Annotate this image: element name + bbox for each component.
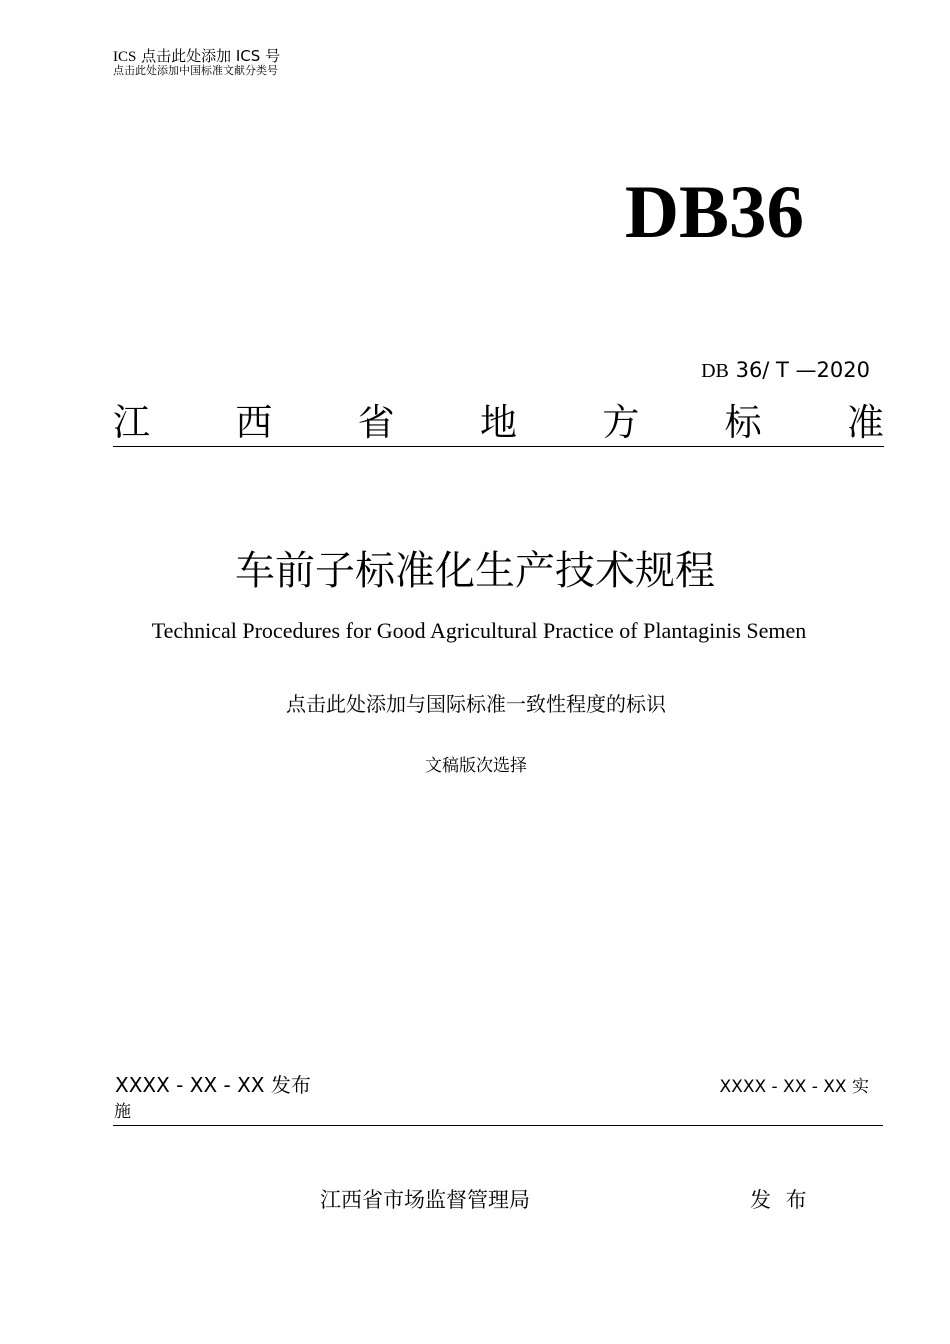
standard-number-prefix: DB bbox=[701, 360, 729, 382]
implementation-date[interactable]: XXXX - XX - XX 实 bbox=[719, 1077, 869, 1097]
implementation-date-wrap: 施 bbox=[114, 1102, 131, 1122]
standard-number[interactable] bbox=[560, 357, 870, 384]
standard-type-char: 准 bbox=[846, 401, 884, 444]
standard-number-value: 36/ T —2020 bbox=[728, 358, 870, 382]
ccs-number-placeholder[interactable]: 点击此处添加中国标准文献分类号 bbox=[113, 64, 278, 77]
date-divider-line bbox=[113, 1125, 883, 1126]
ics-text: 点击此处添加 ICS 号 bbox=[136, 47, 281, 65]
standard-type-char: 方 bbox=[602, 401, 640, 444]
document-title-chinese[interactable]: 车前子标准化生产技术规程 bbox=[235, 548, 715, 594]
document-title-english[interactable]: Technical Procedures for Good Agricultural Practice of Plantaginis Semen bbox=[151, 618, 807, 643]
standard-type-char: 西 bbox=[235, 401, 273, 444]
standard-type-char: 省 bbox=[357, 401, 395, 444]
draft-version-selector[interactable]: 文稿版次选择 bbox=[425, 756, 527, 776]
standard-type-char: 江 bbox=[113, 401, 150, 444]
publish-label: 发 布 bbox=[750, 1188, 811, 1212]
standard-type-heading bbox=[113, 400, 884, 447]
db-logo: DB36 bbox=[624, 171, 804, 254]
standard-type-char: 地 bbox=[479, 401, 517, 444]
standard-type-char: 标 bbox=[724, 401, 762, 444]
publisher-name: 江西省市场监督管理局 bbox=[320, 1188, 530, 1212]
ics-prefix: ICS bbox=[113, 49, 137, 65]
issue-date[interactable]: XXXX - XX - XX 发布 bbox=[115, 1073, 311, 1097]
consistency-placeholder[interactable]: 点击此处添加与国际标准一致性程度的标识 bbox=[286, 692, 666, 716]
